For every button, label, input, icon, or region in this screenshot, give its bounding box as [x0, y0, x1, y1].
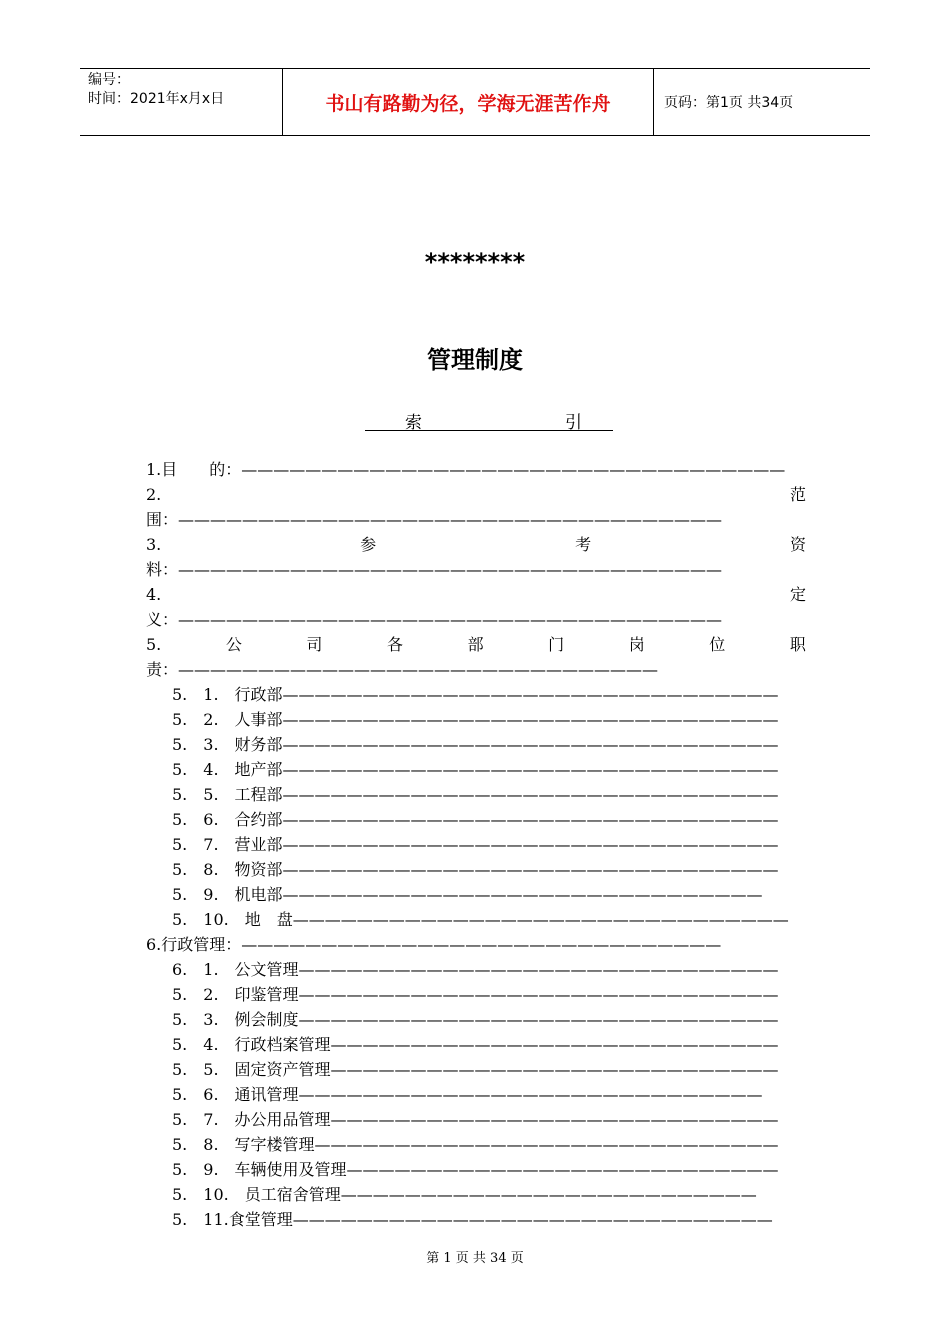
- toc-duties-part: 司: [306, 635, 323, 654]
- toc-subitem: 5. 5. 工程部———————————————————————————————: [172, 785, 779, 804]
- number-label: 编号：: [88, 72, 130, 88]
- index-char-2: 引: [565, 413, 582, 433]
- toc-subitem: 5. 2. 人事部———————————————————————————————: [172, 710, 779, 729]
- toc-duties-part: 部: [467, 635, 484, 654]
- page-footer: 第 1 页 共 34 页: [426, 1251, 524, 1266]
- toc-duties-part: 位: [709, 635, 726, 654]
- document-title: 管理制度: [427, 346, 523, 374]
- toc-subitem: 5. 11.食堂管理——————————————————————————————: [172, 1210, 773, 1229]
- toc-subitem: 5. 9. 机电部——————————————————————————————: [172, 885, 763, 904]
- toc-subitem: 5. 6. 通讯管理—————————————————————————————: [172, 1085, 763, 1104]
- company-name-placeholder: ********: [424, 248, 526, 276]
- toc-duties-part: 5.: [146, 635, 162, 654]
- index-char-1: 索: [405, 413, 422, 433]
- toc-scope-num: 2.: [146, 485, 162, 504]
- toc-def-char: 定: [789, 585, 806, 604]
- toc-ref-part: 3.: [146, 535, 162, 554]
- toc-item-scope: [146, 482, 806, 507]
- toc-item-purpose: 1.目 的：——————————————————————————————————: [146, 460, 786, 479]
- toc-subitem: 5. 9. 车辆使用及管理———————————————————————————: [172, 1160, 779, 1179]
- toc-item-duties: [146, 632, 806, 657]
- toc-item-duties-cont: 责：——————————————————————————————: [146, 660, 659, 679]
- toc-def-num: 4.: [146, 585, 162, 604]
- toc-item-scope-cont: 围：——————————————————————————————————: [146, 510, 723, 529]
- time-label: 时间：2021年x月x日: [88, 91, 225, 107]
- toc-scope-char: 范: [789, 485, 806, 504]
- toc-item-reference-cont: 料：——————————————————————————————————: [146, 560, 723, 579]
- toc-subitem: 5. 10. 员工宿舍管理——————————————————————————: [172, 1185, 757, 1204]
- toc-subitem: 5. 6. 合约部———————————————————————————————: [172, 810, 779, 829]
- toc-duties-part: 门: [548, 635, 565, 654]
- toc-subitem: 5. 3. 财务部———————————————————————————————: [172, 735, 779, 754]
- toc-subitem: 5. 5. 固定资产管理————————————————————————————: [172, 1060, 779, 1079]
- toc-ref-part: 考: [575, 535, 592, 554]
- index-heading: [365, 408, 613, 431]
- toc-subitem: 5. 8. 物资部———————————————————————————————: [172, 860, 779, 879]
- toc-item-definition: [146, 582, 806, 607]
- toc-duties-part: 职: [789, 635, 806, 654]
- toc-subitem: 5. 10. 地 盘———————————————————————————————: [172, 910, 789, 929]
- toc-subitem: 5. 7. 办公用品管理————————————————————————————: [172, 1110, 779, 1129]
- toc-subitem: 5. 2. 印鉴管理——————————————————————————————: [172, 985, 779, 1004]
- toc-duties-part: 公: [225, 635, 242, 654]
- toc-ref-part: 参: [360, 535, 377, 554]
- toc-subitem: 5. 3. 例会制度——————————————————————————————: [172, 1010, 779, 1029]
- toc-item-definition-cont: 义：——————————————————————————————————: [146, 610, 723, 629]
- header-table: [80, 68, 870, 136]
- toc-subitem: 5. 1. 行政部———————————————————————————————: [172, 685, 779, 704]
- toc-subitem: 5. 8. 写字楼管理—————————————————————————————: [172, 1135, 779, 1154]
- toc-subitem: 5. 4. 地产部———————————————————————————————: [172, 760, 779, 779]
- header-meta: [80, 69, 282, 135]
- toc-duties-part: 各: [386, 635, 403, 654]
- toc-item-reference: [146, 532, 806, 557]
- toc-subitem: 5. 4. 行政档案管理————————————————————————————: [172, 1035, 779, 1054]
- toc-subitem: 5. 7. 营业部———————————————————————————————: [172, 835, 779, 854]
- toc-item-admin: 6.行政管理：——————————————————————————————: [146, 935, 722, 954]
- toc-ref-part: 资: [789, 535, 806, 554]
- header-motto: 书山有路勤为径，学海无涯苦作舟: [282, 69, 654, 135]
- toc-subitem: 6. 1. 公文管理——————————————————————————————: [172, 960, 779, 979]
- toc-duties-part: 岗: [628, 635, 645, 654]
- header-page-info: 页码：第1页 共34页: [664, 95, 794, 111]
